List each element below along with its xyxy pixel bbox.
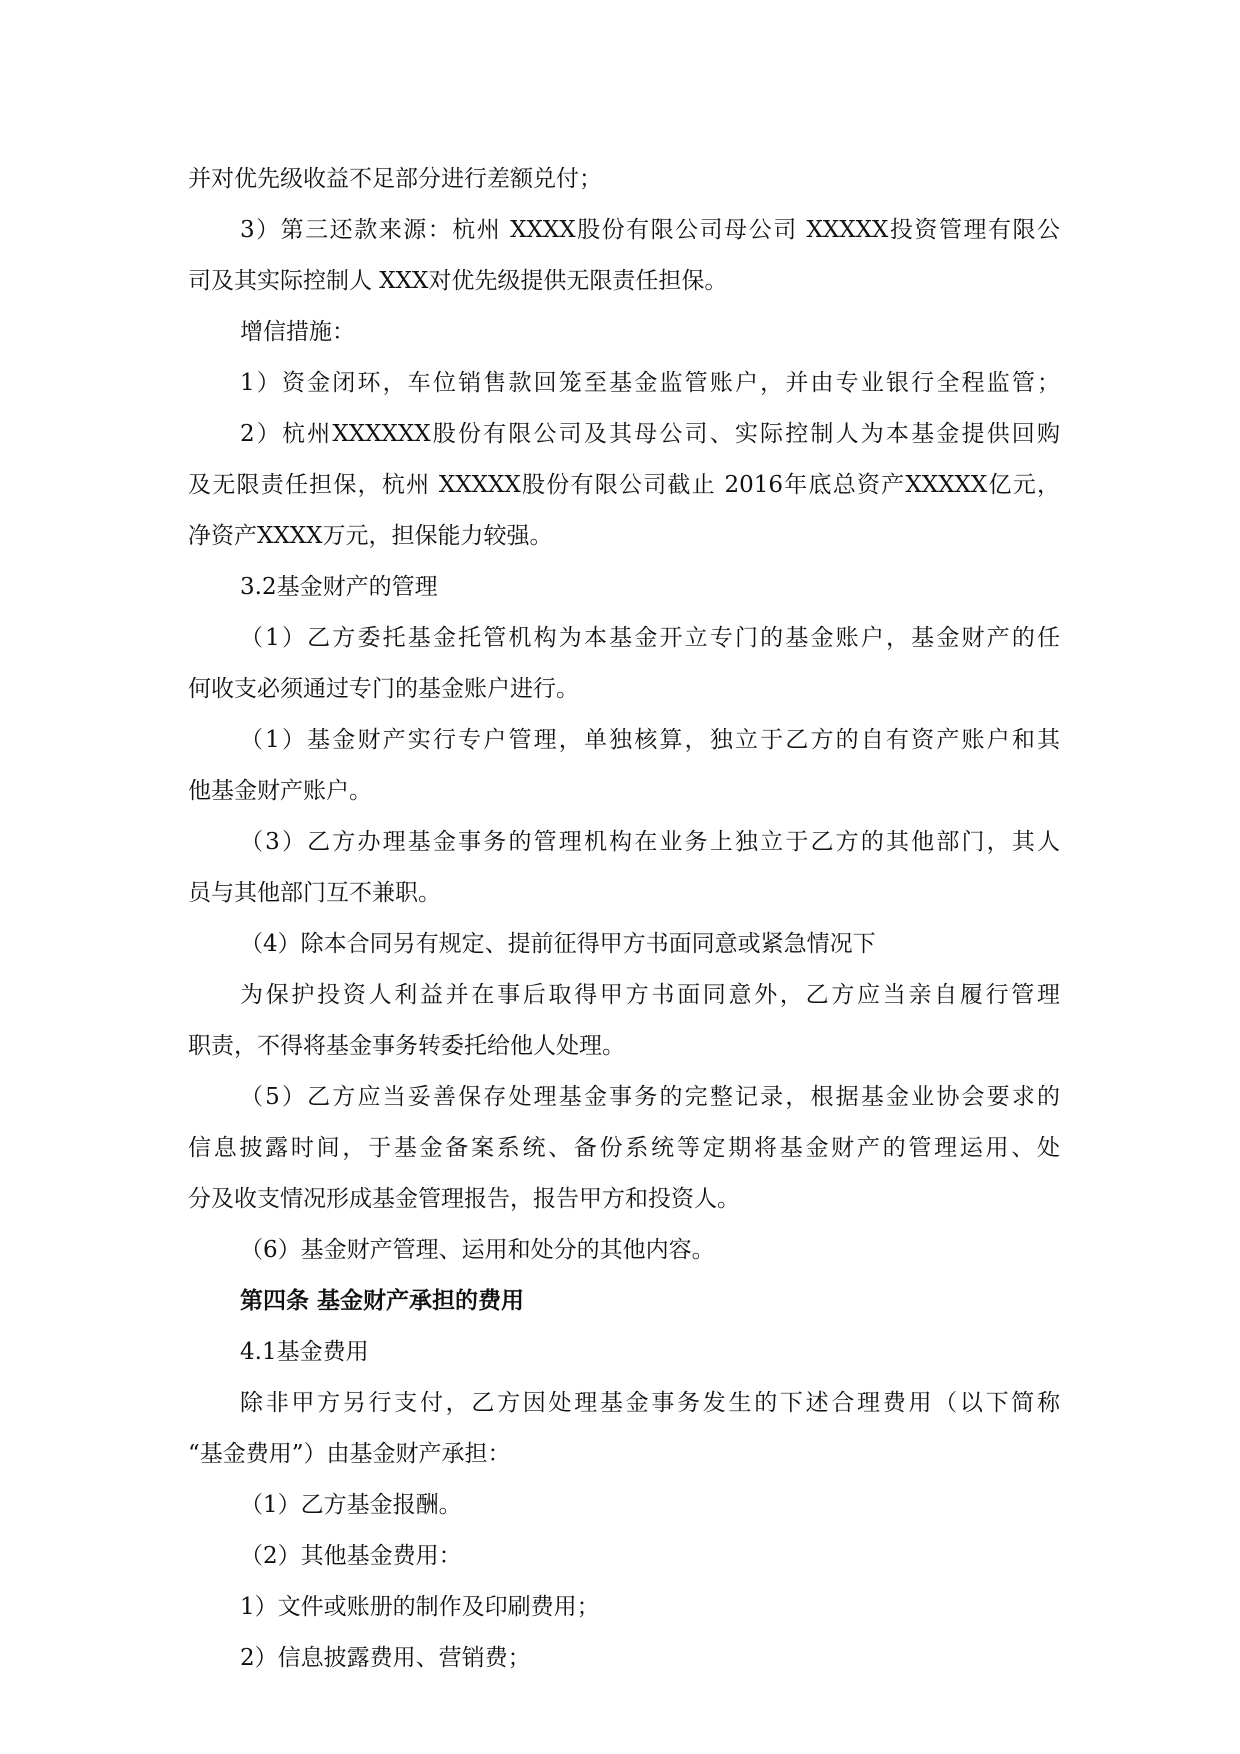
paragraph-line: （4）除本合同另有规定、提前征得甲方书面同意或紧急情况下: [240, 931, 876, 957]
section-heading: 3.2基金财产的管理: [240, 574, 438, 600]
article-heading: 第四条 基金财产承担的费用: [240, 1288, 525, 1314]
paragraph-line: （5）乙方应当妥善保存处理基金事务的完整记录，根据基金业协会要求的: [240, 1084, 1060, 1110]
paragraph-line: 1）文件或账册的制作及印刷费用；: [240, 1594, 600, 1620]
paragraph-line: 员与其他部门互不兼职。: [188, 880, 441, 906]
paragraph-line: （1）基金财产实行专户管理，单独核算，独立于乙方的自有资产账户和其: [240, 727, 1060, 753]
paragraph-line: 并对优先级收益不足部分进行差额兑付；: [188, 166, 602, 192]
paragraph-line: “基金费用”）由基金财产承担：: [188, 1441, 511, 1467]
paragraph-line: 职责，不得将基金事务转委托给他人处理。: [188, 1033, 625, 1059]
paragraph-line: 他基金财产账户。: [188, 778, 372, 804]
paragraph-line: 及无限责任担保，杭州 XXXXX股份有限公司截止 2016年底总资产XXXXX亿元，: [188, 472, 1060, 498]
paragraph-line: 1）资金闭环，车位销售款回笼至基金监管账户，并由专业银行全程监管；: [240, 370, 1060, 396]
document-body: [188, 154, 1060, 1684]
paragraph-line: 2）信息披露费用、营销费；: [240, 1645, 531, 1671]
paragraph-line: 分及收支情况形成基金管理报告，报告甲方和投资人。: [188, 1186, 740, 1212]
paragraph-line: 为保护投资人利益并在事后取得甲方书面同意外，乙方应当亲自履行管理: [240, 982, 1060, 1008]
paragraph-line: 增信措施：: [240, 319, 355, 345]
paragraph-line: 司及其实际控制人 XXX对优先级提供无限责任担保。: [188, 268, 728, 294]
paragraph-line: 除非甲方另行支付，乙方因处理基金事务发生的下述合理费用（以下简称: [240, 1390, 1060, 1416]
section-heading: 4.1基金费用: [240, 1339, 369, 1365]
paragraph-line: （1）乙方委托基金托管机构为本基金开立专门的基金账户，基金财产的任: [240, 625, 1060, 651]
paragraph-line: 2）杭州XXXXXX股份有限公司及其母公司、实际控制人为本基金提供回购: [240, 421, 1060, 447]
paragraph-line: 3）第三还款来源：杭州 XXXX股份有限公司母公司 XXXXX投资管理有限公: [240, 217, 1060, 243]
paragraph-line: 信息披露时间，于基金备案系统、备份系统等定期将基金财产的管理运用、处: [188, 1135, 1060, 1161]
paragraph-line: （2）其他基金费用：: [240, 1543, 462, 1569]
paragraph-line: （3）乙方办理基金事务的管理机构在业务上独立于乙方的其他部门，其人: [240, 829, 1060, 855]
paragraph-line: （1）乙方基金报酬。: [240, 1492, 462, 1518]
paragraph-line: 净资产XXXX万元，担保能力较强。: [188, 523, 553, 549]
paragraph-line: 何收支必须通过专门的基金账户进行。: [188, 676, 579, 702]
paragraph-line: （6）基金财产管理、运用和处分的其他内容。: [240, 1237, 715, 1263]
